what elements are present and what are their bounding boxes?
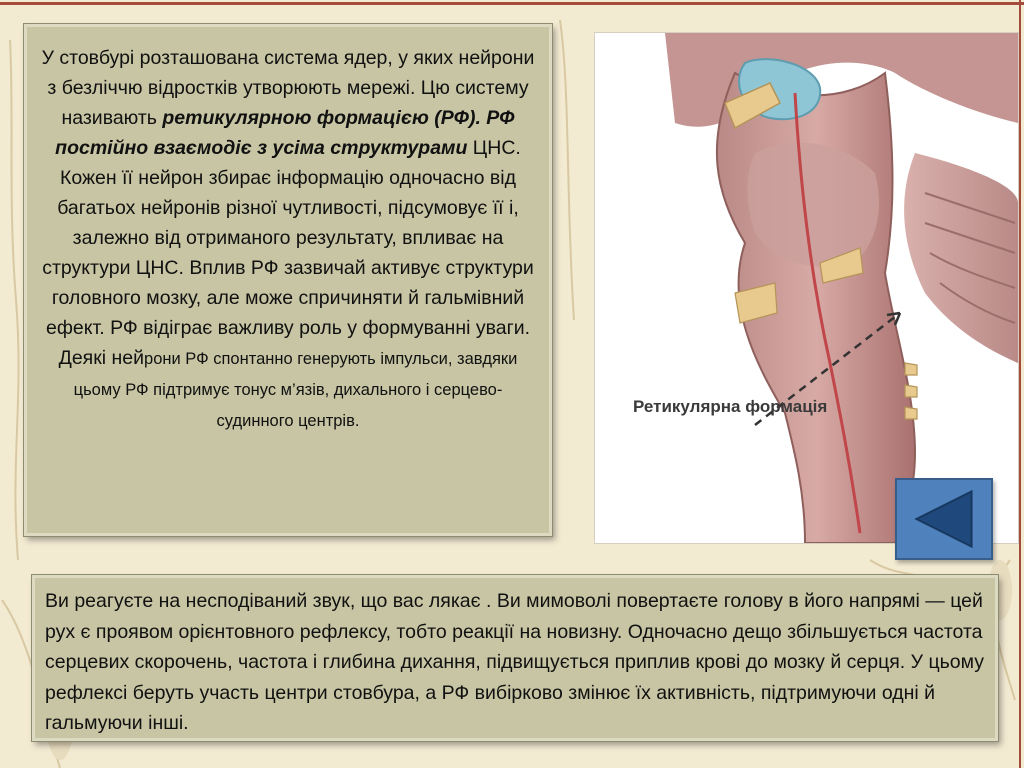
triangle-left-icon (897, 480, 991, 558)
main-text-panel (24, 24, 552, 536)
main-paragraph (37, 43, 539, 436)
back-button[interactable] (895, 478, 993, 560)
brainstem-drawing (595, 33, 1018, 543)
main-text-part1: У стовбурі розташована система ядер, у яких нейрони з безліччю відростків утворюють мережі. Цю систему називають (41, 47, 535, 129)
reticular-formation-label: Ретикулярна формація (633, 397, 828, 416)
main-text-part3: рони РФ спонтанно генерують імпульси, завдяки цьому РФ підтримує тонус м’язів, дихального і серцево-судинного центрів. (73, 350, 518, 430)
bottom-text-panel (32, 575, 998, 741)
bottom-paragraph: Ви реагуєте на несподіваний звук, що вас лякає . Ви мимоволі повертаєте голову в його напрямі — цей рух є проявом орієнтовного рефлексу, тобто реакції на новизну. Одночасно дещо збільшується частота серцевих скорочень, частота і глибина дихання, підвищується приплив крові до мозку й серця. У цьому рефлексі беруть участь центри стовбура, а РФ вибірково змінює їх активність, підтримуючи одні й гальмуючи інші. (45, 590, 984, 734)
brainstem-illustration (594, 32, 1019, 544)
main-text-emphasis: ретикулярною формацією (РФ). РФ постійно взаємодіє з усіма структурами (55, 107, 515, 159)
top-frame-line (0, 2, 1024, 5)
main-text-part2: ЦНС. Кожен її нейрон збирає інформацію одночасно від багатьох нейронів різної чутливості, підсумовує її і, залежно від отриманого результату, впливає на структури ЦНС. Вплив РФ зазвичай активує структури головного мозку, але може спричиняти й гальмівний ефект. РФ відіграє важливу роль у формуванні уваги. Деякі ней (42, 137, 534, 369)
right-frame-line (1019, 0, 1021, 768)
